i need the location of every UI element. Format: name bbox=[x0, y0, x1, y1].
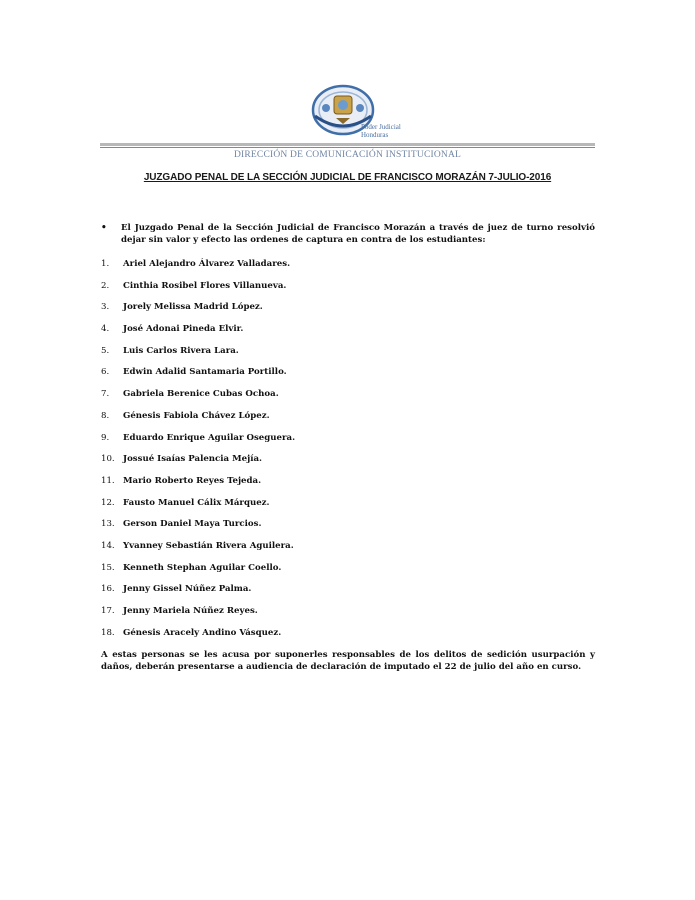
list-number: 3. bbox=[101, 302, 110, 313]
list-number: 11. bbox=[101, 475, 115, 486]
student-name: Gerson Daniel Maya Turcios. bbox=[123, 519, 262, 530]
list-number: 10. bbox=[101, 454, 115, 465]
student-name: Kenneth Stephan Aguilar Coello. bbox=[123, 562, 282, 573]
list-item bbox=[101, 475, 595, 497]
list-number: 12. bbox=[101, 497, 115, 508]
list-number: 14. bbox=[101, 540, 115, 551]
list-number: 8. bbox=[101, 410, 110, 421]
header-rule-thin bbox=[100, 147, 595, 148]
logo-side-text: Poder Judicial Honduras bbox=[361, 123, 401, 139]
list-number: 15. bbox=[101, 562, 115, 573]
intro-text: El Juzgado Penal de la Sección Judicial de Francisco Morazán a través de juez de turno resolvió dejar sin valor y efecto las ordenes de captura en contra de los estudiantes: bbox=[121, 223, 595, 245]
bullet-marker: • bbox=[101, 223, 107, 233]
student-name: Mario Roberto Reyes Tejeda. bbox=[123, 475, 262, 486]
list-item bbox=[101, 432, 595, 454]
student-names-list bbox=[101, 258, 595, 648]
list-item bbox=[101, 280, 595, 302]
student-name: Génesis Aracely Andino Vásquez. bbox=[123, 627, 282, 638]
student-name: Jenny Mariela Núñez Reyes. bbox=[123, 606, 258, 616]
student-name: Edwin Adalid Santamaria Portillo. bbox=[123, 367, 287, 378]
student-name: Jenny Gissel Núñez Palma. bbox=[123, 584, 252, 595]
list-number: 5. bbox=[101, 345, 110, 356]
list-item bbox=[101, 323, 595, 345]
document-title: JUZGADO PENAL DE LA SECCIÓN JUDICIAL DE FRANCISCO MORAZÁN 7-JULIO-2016 bbox=[143, 172, 552, 183]
list-number: 6. bbox=[101, 367, 110, 378]
list-number: 1. bbox=[101, 259, 110, 269]
list-number: 17. bbox=[101, 606, 115, 616]
list-item bbox=[101, 627, 595, 649]
student-name: José Adonai Pineda Elvir. bbox=[123, 324, 244, 335]
student-name: Jorely Melissa Madrid López. bbox=[123, 302, 263, 313]
student-name: Eduardo Enrique Aguilar Oseguera. bbox=[123, 432, 296, 443]
list-number: 7. bbox=[101, 389, 110, 400]
student-name: Gabriela Berenice Cubas Ochoa. bbox=[123, 389, 279, 400]
list-number: 2. bbox=[101, 280, 110, 291]
student-name: Jossué Isaías Palencia Mejía. bbox=[123, 454, 263, 465]
list-number: 16. bbox=[101, 584, 115, 595]
list-item bbox=[101, 497, 595, 519]
list-item bbox=[101, 345, 595, 367]
list-item bbox=[101, 583, 595, 605]
list-item bbox=[101, 605, 595, 627]
list-number: 9. bbox=[101, 432, 110, 443]
header-rule bbox=[100, 143, 595, 146]
list-item bbox=[101, 410, 595, 432]
list-item bbox=[101, 388, 595, 410]
closing-paragraph: A estas personas se les acusa por suponerles responsables de los delitos de sedición usurpación y daños, deberán presentarse a audiencia de declaración de imputado el 22 de julio del año en curso. bbox=[101, 650, 595, 672]
list-item bbox=[101, 366, 595, 388]
list-number: 18. bbox=[101, 627, 115, 638]
student-name: Cinthia Rosibel Flores Villanueva. bbox=[123, 280, 287, 291]
list-item bbox=[101, 453, 595, 475]
list-item bbox=[101, 301, 595, 323]
list-item bbox=[101, 518, 595, 540]
list-number: 13. bbox=[101, 519, 115, 530]
list-number: 4. bbox=[101, 324, 110, 335]
student-name: Luis Carlos Rivera Lara. bbox=[123, 345, 239, 356]
student-name: Ariel Alejandro Álvarez Valladares. bbox=[123, 259, 291, 269]
department-name: DIRECCIÓN DE COMUNICACIÓN INSTITUCIONAL bbox=[233, 150, 462, 160]
intro-paragraph bbox=[101, 222, 595, 246]
student-name: Génesis Fabiola Chávez López. bbox=[123, 410, 270, 421]
list-item bbox=[101, 562, 595, 584]
list-item bbox=[101, 258, 595, 280]
student-name: Fausto Manuel Cálix Márquez. bbox=[123, 497, 270, 508]
student-name: Yvanney Sebastián Rivera Aguilera. bbox=[123, 540, 294, 551]
list-item bbox=[101, 540, 595, 562]
